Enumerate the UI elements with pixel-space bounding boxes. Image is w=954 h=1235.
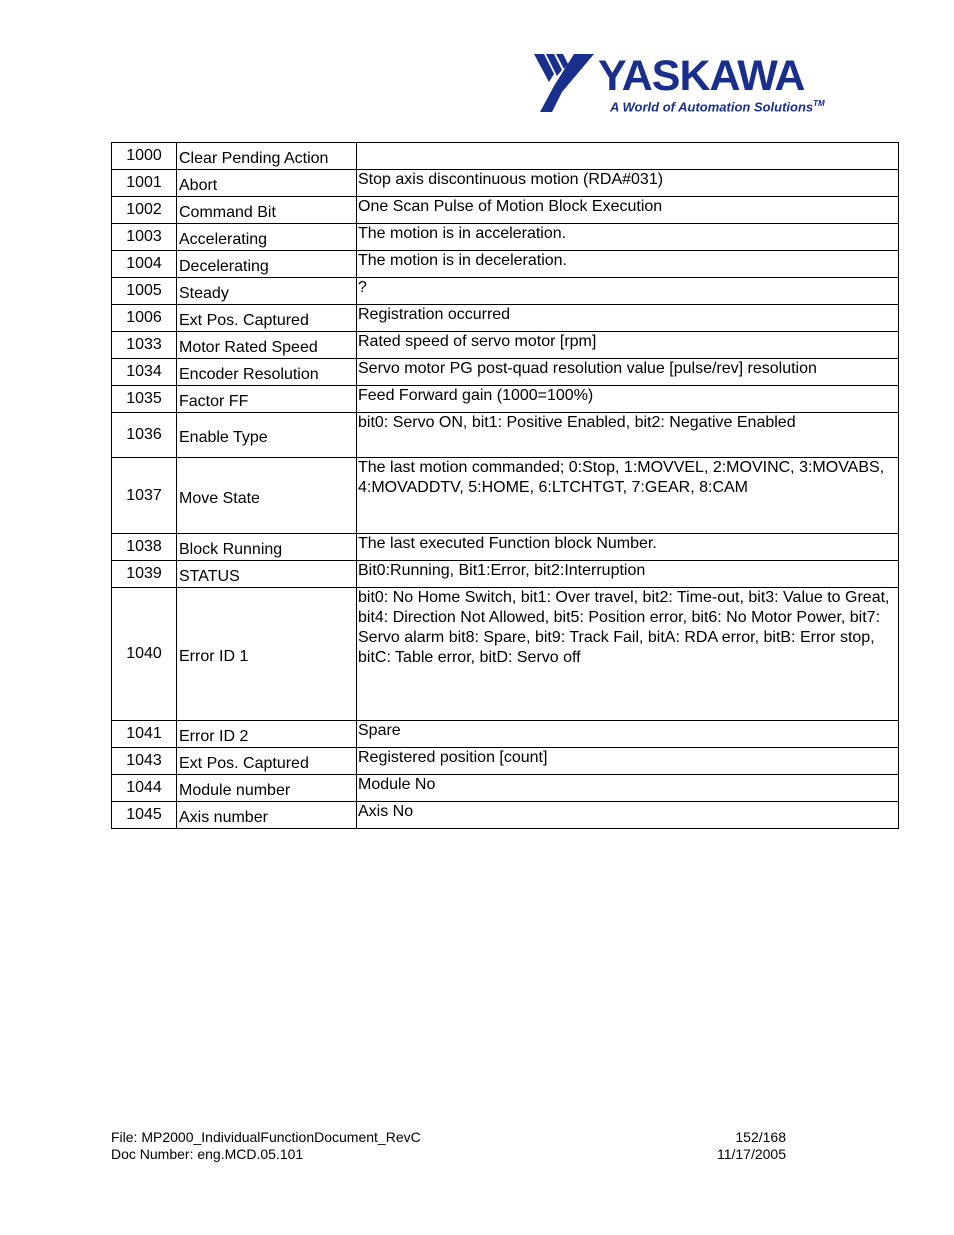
- param-name: Steady: [177, 278, 357, 305]
- param-number: 1036: [112, 413, 177, 458]
- table-row: [112, 775, 899, 802]
- param-description: bit0: No Home Switch, bit1: Over travel, bit2: Time-out, bit3: Value to Great, bit4: Direction Not Allowed, bit5: Position error, bit6: No Motor Power, bit7: Servo alarm bit8: Spare, bit9: Track Fail, bitA: RDA error, bitB: Error stop, bitC: Table error, bitD: Servo off: [357, 588, 899, 721]
- param-name: Block Running: [177, 534, 357, 561]
- table-row: [112, 197, 899, 224]
- param-name: Accelerating: [177, 224, 357, 251]
- table-row: [112, 561, 899, 588]
- footer-file: File: MP2000_IndividualFunctionDocument_RevC: [111, 1129, 421, 1145]
- param-description: One Scan Pulse of Motion Block Execution: [357, 197, 899, 224]
- param-description: Registered position [count]: [357, 748, 899, 775]
- param-description: Stop axis discontinuous motion (RDA#031): [357, 170, 899, 197]
- param-description: The last motion commanded; 0:Stop, 1:MOVVEL, 2:MOVINC, 3:MOVABS, 4:MOVADDTV, 5:HOME, 6:LTCHTGT, 7:GEAR, 8:CAM: [357, 458, 899, 534]
- param-name: STATUS: [177, 561, 357, 588]
- param-number: 1043: [112, 748, 177, 775]
- table-row: [112, 721, 899, 748]
- table-row: [112, 386, 899, 413]
- param-description: The motion is in acceleration.: [357, 224, 899, 251]
- param-number: 1035: [112, 386, 177, 413]
- param-number: 1039: [112, 561, 177, 588]
- param-number: 1002: [112, 197, 177, 224]
- param-description: Bit0:Running, Bit1:Error, bit2:Interruption: [357, 561, 899, 588]
- table-row: [112, 305, 899, 332]
- param-name: Ext Pos. Captured: [177, 748, 357, 775]
- param-name: Axis number: [177, 802, 357, 829]
- param-description: Registration occurred: [357, 305, 899, 332]
- footer-doc-number: Doc Number: eng.MCD.05.101: [111, 1146, 304, 1162]
- param-number: 1006: [112, 305, 177, 332]
- param-name: Error ID 1: [177, 588, 357, 721]
- param-name: Command Bit: [177, 197, 357, 224]
- param-number: 1000: [112, 143, 177, 170]
- parameter-table: [111, 142, 899, 829]
- param-number: 1034: [112, 359, 177, 386]
- param-description: The motion is in deceleration.: [357, 251, 899, 278]
- param-number: 1045: [112, 802, 177, 829]
- param-number: 1044: [112, 775, 177, 802]
- param-name: Abort: [177, 170, 357, 197]
- param-description: bit0: Servo ON, bit1: Positive Enabled, bit2: Negative Enabled: [357, 413, 899, 458]
- table-row: [112, 251, 899, 278]
- param-name: Enable Type: [177, 413, 357, 458]
- param-number: 1003: [112, 224, 177, 251]
- yaskawa-tagline: A World of Automation Solutions™: [610, 99, 825, 115]
- table-row: [112, 588, 899, 721]
- param-description: The last executed Function block Number.: [357, 534, 899, 561]
- footer-date: 11/17/2005: [716, 1146, 786, 1162]
- param-name: Encoder Resolution: [177, 359, 357, 386]
- param-number: 1005: [112, 278, 177, 305]
- param-name: Decelerating: [177, 251, 357, 278]
- table-row: [112, 458, 899, 534]
- yaskawa-logo: [532, 52, 825, 118]
- param-name: Error ID 2: [177, 721, 357, 748]
- param-description: Spare: [357, 721, 899, 748]
- param-description: Feed Forward gain (1000=100%): [357, 386, 899, 413]
- table-row: [112, 359, 899, 386]
- param-description: Module No: [357, 775, 899, 802]
- param-description: Axis No: [357, 802, 899, 829]
- param-name: Motor Rated Speed: [177, 332, 357, 359]
- table-row: [112, 413, 899, 458]
- param-number: 1033: [112, 332, 177, 359]
- param-description: Servo motor PG post-quad resolution value [pulse/rev] resolution: [357, 359, 899, 386]
- param-number: 1037: [112, 458, 177, 534]
- param-description: Rated speed of servo motor [rpm]: [357, 332, 899, 359]
- yaskawa-wordmark: YASKAWA: [598, 52, 805, 100]
- param-name: Move State: [177, 458, 357, 534]
- page-footer: [111, 1129, 786, 1163]
- param-number: 1041: [112, 721, 177, 748]
- param-name: Clear Pending Action: [177, 143, 357, 170]
- param-name: Module number: [177, 775, 357, 802]
- table-row: [112, 143, 899, 170]
- param-description: ?: [357, 278, 899, 305]
- table-row: [112, 802, 899, 829]
- table-row: [112, 748, 899, 775]
- table-row: [112, 278, 899, 305]
- param-number: 1038: [112, 534, 177, 561]
- table-row: [112, 170, 899, 197]
- param-number: 1040: [112, 588, 177, 721]
- param-number: 1004: [112, 251, 177, 278]
- table-row: [112, 224, 899, 251]
- param-name: Factor FF: [177, 386, 357, 413]
- param-number: 1001: [112, 170, 177, 197]
- param-name: Ext Pos. Captured: [177, 305, 357, 332]
- yaskawa-mark-icon: [532, 52, 596, 114]
- footer-page-number: 152/168: [735, 1129, 786, 1145]
- table-row: [112, 332, 899, 359]
- param-description: [357, 143, 899, 170]
- table-row: [112, 534, 899, 561]
